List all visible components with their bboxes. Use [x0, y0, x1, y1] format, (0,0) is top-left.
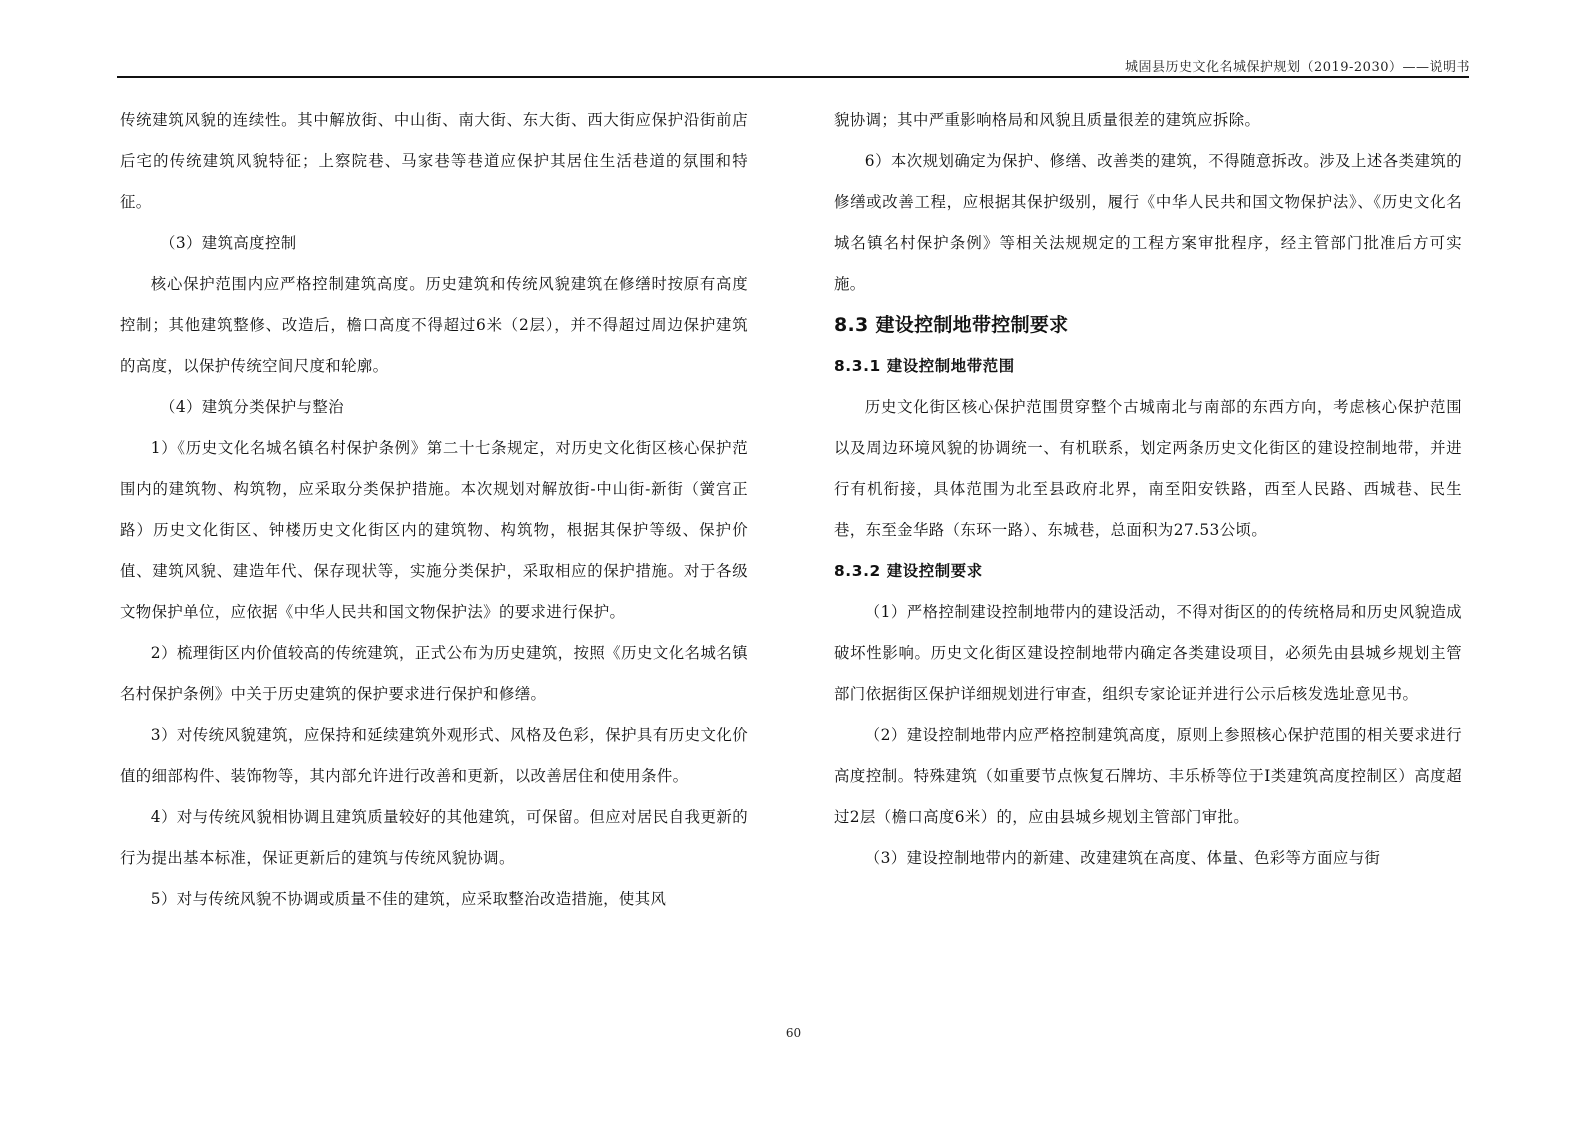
paragraph: （3）建设控制地带内的新建、改建建筑在高度、体量、色彩等方面应与街	[864, 849, 1381, 867]
paragraph: 貌协调；其中严重影响格局和风貌且质量很差的建筑应拆除。	[834, 111, 1261, 129]
paragraph: 6）本次规划确定为保护、修缮、改善类的建筑，不得随意拆改。涉及上述各类建筑的修缮或改善工程，应根据其保护级别，履行《中华人民共和国文物保护法》、《历史文化名城名镇名村保护条例》等相关法规规定的工程方案审批程序，经主管部门批准后方可实施。	[834, 152, 1462, 293]
subsection-heading-requirements: 8.3.2 建设控制要求	[834, 562, 983, 580]
paragraph: （2）建设控制地带内应严格控制建筑高度，原则上参照核心保护范围的相关要求进行高度控制。特殊建筑（如重要节点恢复石牌坊、丰乐桥等位于Ⅰ类建筑高度控制区）高度超过2层（檐口高度6米）的，应由县城乡规划主管部门审批。	[834, 726, 1462, 826]
subsection-heading-range: 8.3.1 建设控制地带范围	[834, 357, 1015, 375]
document-header-title: 城固县历史文化名城保护规划（2019-2030）——说明书	[1124, 60, 1470, 75]
page-number: 60	[785, 1026, 802, 1040]
paragraph: 1）《历史文化名城名镇名村保护条例》第二十七条规定，对历史文化街区核心保护范围内的建筑物、构筑物，应采取分类保护措施。本次规划对解放街-中山街-新街（黉宫正路）历史文化街区、钟楼历史文化街区内的建筑物、构筑物，根据其保护等级、保护价值、建筑风貌、建造年代、保存现状等，实施分类保护，采取相应的保护措施。对于各级文物保护单位，应依据《中华人民共和国文物保护法》的要求进行保护。	[120, 439, 748, 621]
right-text-column	[834, 100, 1462, 879]
paragraph: 传统建筑风貌的连续性。其中解放街、中山街、南大街、东大街、西大街应保护沿街前店后宅的传统建筑风貌特征；上察院巷、马家巷等巷道应保护其居住生活巷道的氛围和特征。	[120, 111, 748, 211]
paragraph: 4）对与传统风貌相协调且建筑质量较好的其他建筑，可保留。但应对居民自我更新的行为提出基本标准，保证更新后的建筑与传统风貌协调。	[120, 808, 748, 867]
item-heading-classified-protection: （4）建筑分类保护与整治	[160, 398, 344, 416]
paragraph: 历史文化街区核心保护范围贯穿整个古城南北与南部的东西方向，考虑核心保护范围以及周边环境风貌的协调统一、有机联系，划定两条历史文化街区的建设控制地带，并进行有机衔接，具体范围为北至县政府北界，南至阳安铁路，西至人民路、西城巷、民生巷，东至金华路（东环一路）、东城巷，总面积为27.53公顷。	[834, 398, 1462, 539]
paragraph: （1）严格控制建设控制地带内的建设活动，不得对街区的的传统格局和历史风貌造成破坏性影响。历史文化街区建设控制地带内确定各类建设项目，必须先由县城乡规划主管部门依据街区保护详细规划进行审查，组织专家论证并进行公示后核发选址意见书。	[834, 603, 1462, 703]
item-heading-height-control: （3）建筑高度控制	[160, 234, 297, 252]
paragraph: 5）对与传统风貌不协调或质量不佳的建筑，应采取整治改造措施，使其风	[150, 890, 667, 908]
section-heading: 8.3 建设控制地带控制要求	[834, 314, 1069, 336]
paragraph: 2）梳理街区内价值较高的传统建筑，正式公布为历史建筑，按照《历史文化名城名镇名村保护条例》中关于历史建筑的保护要求进行保护和修缮。	[120, 644, 748, 703]
paragraph: 3）对传统风貌建筑，应保持和延续建筑外观形式、风格及色彩，保护具有历史文化价值的细部构件、装饰物等，其内部允许进行改善和更新，以改善居住和使用条件。	[120, 726, 748, 785]
left-text-column	[120, 100, 748, 920]
paragraph: 核心保护范围内应严格控制建筑高度。历史建筑和传统风貌建筑在修缮时按原有高度控制；其他建筑整修、改造后，檐口高度不得超过6米（2层），并不得超过周边保护建筑的高度，以保护传统空间尺度和轮廓。	[120, 275, 748, 375]
header-divider	[117, 76, 1469, 78]
